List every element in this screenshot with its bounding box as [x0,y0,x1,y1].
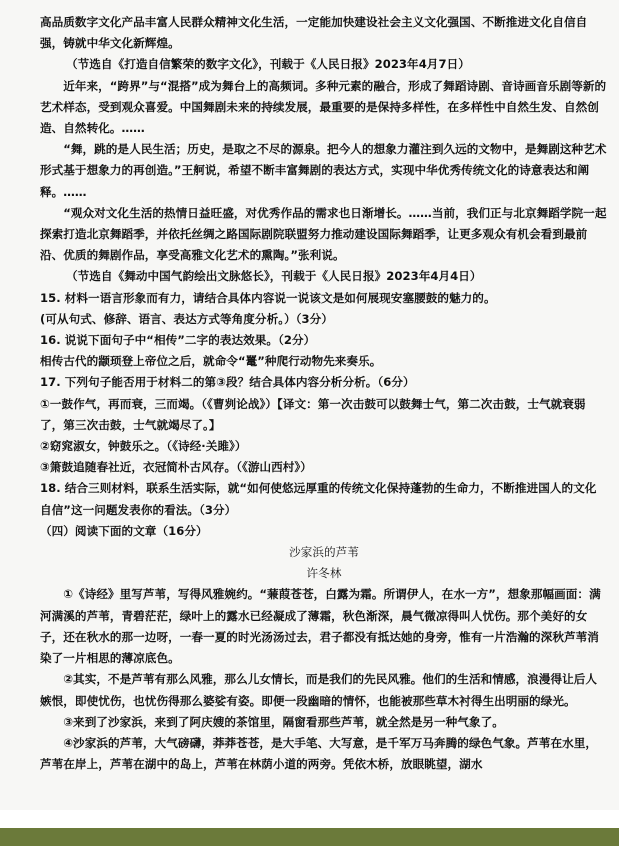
article-paragraph-2: ②其实，不是芦苇有那么风雅，那么儿女情长，而是我们的先民风雅。他们的生活和情感，浪漫得让后人嫉恨，即使忧伤，也忧伤得那么婆娑有姿。即便一段幽暗的情怀，也能被那些草木衬得生出明丽的绿光。 [40,672,598,708]
question-18: 18. 结合三则材料，联系生活实际，就“如何使悠远厚重的传统文化保持蓬勃的生命力，不断推进国人的文化自信”这一问题发表你的看法。（3分） [40,481,597,517]
article-author: 许冬林 [306,566,342,581]
paragraph-audience: “观众对文化生活的热情日益旺盛，对优秀作品的需求也日渐增长。……当前，我们正与北京舞蹈学院一起探索打造北京舞蹈季，并依托丝绸之路国际剧院联盟努力推动建设国际舞蹈季，让更多观众有机会看到最前沿、优质的舞剧作品，享受高雅文化艺术的熏陶。”张利说。 [40,205,607,263]
document-body [40,12,608,775]
page-bottom-margin [0,810,619,828]
question-16-sentence: 相传古代的颛顼登上帝位之后，就命令“鼍”种爬行动物先来奏乐。 [40,354,382,369]
question-17-option-1: ①一鼓作气，再而衰，三而竭。（《曹刿论战》）【译文：第一次击鼓可以鼓舞士气，第二次击鼓，士气就衰弱了，第三次击鼓，士气就竭尽了。】 [40,396,586,432]
source-note-2: （节选自《舞动中国气韵绘出文脉悠长》，刊载于《人民日报》2023年4月4日） [66,269,482,284]
section-four-heading: （四）阅读下面的文章（16分） [40,523,208,538]
source-note-1: （节选自《打造自信繁荣的数字文化》，刊载于《人民日报》2023年4月7日） [66,57,470,72]
article-paragraph-1: ①《诗经》里写芦苇，写得风雅婉约。“蒹葭苍苍，白露为霜。所谓伊人，在水一方”，想象那幅画面：满河满溪的芦苇，青碧茫茫，绿叶上的露水已经凝成了薄霜，秋色渐深，晨气微凉得叫人忧伤。那个美好的女子，还在秋水的那一边呀，一春一夏的时光汤汤过去，君子都没有抵达她的身旁，惟有一片浩瀚的深秋芦苇消染了一片相思的薄凉底色。 [40,587,601,666]
question-17-option-3: ③箫鼓追随春社近，衣冠简朴古风存。（《游山西村》） [40,460,312,475]
paragraph-crossover: 近年来，“跨界”与“混搭”成为舞台上的高频词。多种元素的融合，形成了舞蹈诗剧、音诗画音乐剧等新的艺术样态，受到观众喜爱。中国舞剧未来的持续发展，最重要的是保持多样性，在多样性中自然生发、自然创造、自然转化。…… [40,78,607,136]
article-paragraph-3: ③来到了沙家浜，来到了阿庆嫂的茶馆里，隔窗看那些芦苇，就全然是另一种气象了。 [63,714,504,729]
question-17-option-2: ②窈窕淑女，钟鼓乐之。（《诗经·关雎》） [40,439,247,454]
paragraph-dance: “舞，跳的是人民生活；历史，是取之不尽的源泉。把今人的想象力灌注到久远的文物中，是舞剧这种艺术形式基于想象力的再创造。”王舸说，希望不断丰富舞剧的表达方式，实现中华优秀传统文化的诗意表达和阐释。…… [40,142,607,199]
article-title: 沙家浜的芦苇 [289,545,359,560]
question-16: 16. 说说下面句子中“相传”二字的表达效果。（2分） [40,333,316,348]
question-15-hint: (可从句式、修辞、语言、表达方式等角度分析。）（3分） [40,311,333,326]
question-15: 15. 材料一语言形象而有力，请结合具体内容说一说该文是如何展现安塞腰鼓的魅力的。 [40,290,496,305]
question-17: 17. 下列句子能否用于材料二的第③段？结合具体内容分析分析。（6分） [40,375,415,390]
paragraph-intro: 高品质数字文化产品丰富人民群众精神文化生活，一定能加快建设社会主义文化强国、不断推进文化自信自强，铸就中华文化新辉煌。 [40,15,588,51]
bottom-color-bar [0,828,619,846]
article-paragraph-4: ④沙家浜的芦苇，大气磅礴，莽莽苍苍，是大手笔、大写意，是千军万马奔腾的绿色气象。芦苇在水里，芦苇在岸上，芦苇在湖中的岛上，芦苇在林荫小道的两旁。凭依木桥，放眼眺望，湖水 [40,735,598,772]
